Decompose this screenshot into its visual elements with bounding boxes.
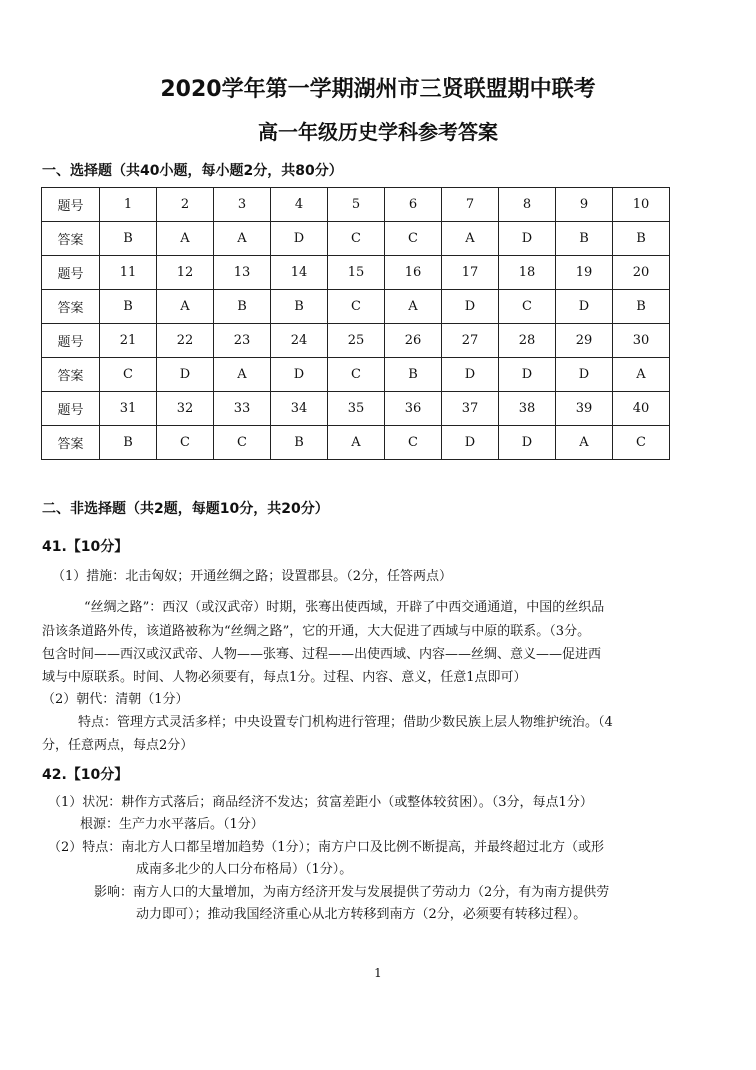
row-label: 题号 (42, 324, 100, 358)
table-cell: D (157, 358, 214, 392)
table-cell: D (271, 222, 328, 256)
answer-line: （2）特点：南北方人口都呈增加趋势（1分）；南方户口及比例不断提高，并最终超过北方（或形 (48, 840, 605, 855)
table-cell: 13 (214, 256, 271, 290)
answer-line: 域与中原联系。时间、人物必须要有，每点1分。过程、内容、意义，任意1点即可） (42, 670, 527, 685)
table-cell: B (100, 222, 157, 256)
table-cell: C (385, 426, 442, 460)
answer-line: （2）朝代：清朝（1分） (42, 692, 189, 707)
table-cell: 22 (157, 324, 214, 358)
table-cell: A (385, 290, 442, 324)
answer-line: （1）状况：耕作方式落后；商品经济不发达；贫富差距小（或整体较贫困）。（3分，每点1分） (48, 795, 593, 810)
table-cell: A (214, 222, 271, 256)
table-cell: 38 (499, 392, 556, 426)
section-heading-choice: 一、选择题（共40小题，每小题2分，共80分） (42, 163, 343, 179)
table-cell: 24 (271, 324, 328, 358)
table-cell: 39 (556, 392, 613, 426)
table-cell: C (499, 290, 556, 324)
table-cell: B (100, 426, 157, 460)
table-cell: 15 (328, 256, 385, 290)
table-cell: 8 (499, 188, 556, 222)
table-cell: D (499, 222, 556, 256)
table-cell: D (499, 426, 556, 460)
answer-line: “丝绸之路”：西汉（或汉武帝）时期，张骞出使西域，开辟了中西交通通道，中国的丝织品 (84, 600, 605, 615)
table-cell: 21 (100, 324, 157, 358)
row-label: 答案 (42, 426, 100, 460)
table-cell: 28 (499, 324, 556, 358)
table-cell: 18 (499, 256, 556, 290)
table-cell: A (442, 222, 499, 256)
table-cell: 11 (100, 256, 157, 290)
table-cell: C (157, 426, 214, 460)
document-subtitle: 高一年级历史学科参考答案 (258, 120, 498, 144)
table-cell: 27 (442, 324, 499, 358)
table-row (42, 426, 670, 460)
table-cell: A (157, 290, 214, 324)
table-cell: 37 (442, 392, 499, 426)
answer-line: （1）措施：北击匈奴；开通丝绸之路；设置郡县。（2分，任答两点） (52, 569, 453, 584)
answer-table (41, 187, 670, 460)
table-cell: 35 (328, 392, 385, 426)
table-cell: B (214, 290, 271, 324)
row-label: 答案 (42, 358, 100, 392)
answer-line: 动力即可）；推动我国经济重心从北方转移到南方（2分，必须要有转移过程）。 (136, 907, 587, 922)
table-cell: 2 (157, 188, 214, 222)
table-cell: 30 (613, 324, 670, 358)
table-cell: 17 (442, 256, 499, 290)
table-cell: D (556, 358, 613, 392)
answer-line: 包含时间——西汉或汉武帝、人物——张骞、过程——出使西域、内容——丝绸、意义——促进西 (42, 647, 602, 662)
answer-line: 影响：南方人口的大量增加，为南方经济开发与发展提供了劳动力（2分，有为南方提供劳 (94, 885, 610, 900)
table-cell: 19 (556, 256, 613, 290)
table-cell: 33 (214, 392, 271, 426)
answer-line: 特点：管理方式灵活多样；中央设置专门机构进行管理；借助少数民族上层人物维护统治。（4 (78, 715, 613, 730)
table-cell: 4 (271, 188, 328, 222)
table-cell: B (613, 290, 670, 324)
table-row (42, 290, 670, 324)
table-cell: 3 (214, 188, 271, 222)
question-42-heading: 42.【10分】 (42, 767, 129, 783)
table-cell: 9 (556, 188, 613, 222)
table-cell: B (100, 290, 157, 324)
table-cell: 31 (100, 392, 157, 426)
table-cell: 5 (328, 188, 385, 222)
table-cell: 6 (385, 188, 442, 222)
table-cell: 36 (385, 392, 442, 426)
table-cell: D (442, 358, 499, 392)
table-cell: B (613, 222, 670, 256)
table-cell: C (328, 290, 385, 324)
table-row (42, 188, 670, 222)
table-row (42, 222, 670, 256)
table-row (42, 256, 670, 290)
table-row (42, 358, 670, 392)
table-cell: B (271, 426, 328, 460)
answer-line: 成南多北少的人口分布格局）（1分）。 (136, 862, 353, 877)
page-number: 1 (374, 966, 382, 980)
table-cell: 12 (157, 256, 214, 290)
table-cell: C (328, 222, 385, 256)
table-cell: B (556, 222, 613, 256)
table-cell: 7 (442, 188, 499, 222)
table-cell: D (442, 290, 499, 324)
table-cell: 32 (157, 392, 214, 426)
table-cell: 23 (214, 324, 271, 358)
table-cell: B (271, 290, 328, 324)
table-cell: 14 (271, 256, 328, 290)
table-cell: C (214, 426, 271, 460)
table-cell: 34 (271, 392, 328, 426)
table-cell: 40 (613, 392, 670, 426)
table-cell: D (556, 290, 613, 324)
table-cell: B (385, 358, 442, 392)
table-cell: A (328, 426, 385, 460)
section-heading-essay: 二、非选择题（共2题，每题10分，共20分） (42, 501, 329, 517)
table-cell: C (613, 426, 670, 460)
table-cell: 29 (556, 324, 613, 358)
row-label: 题号 (42, 188, 100, 222)
table-cell: A (556, 426, 613, 460)
table-cell: C (100, 358, 157, 392)
table-cell: D (271, 358, 328, 392)
table-cell: A (613, 358, 670, 392)
table-row (42, 392, 670, 426)
table-cell: D (499, 358, 556, 392)
question-41-heading: 41.【10分】 (42, 539, 129, 555)
table-cell: D (442, 426, 499, 460)
table-cell: A (214, 358, 271, 392)
table-cell: C (328, 358, 385, 392)
answer-line: 沿该条道路外传，该道路被称为“丝绸之路”，它的开通，大大促进了西域与中原的联系。（3分。 (42, 624, 591, 639)
table-cell: 16 (385, 256, 442, 290)
row-label: 题号 (42, 256, 100, 290)
answer-line: 分，任意两点，每点2分） (42, 738, 194, 753)
table-row (42, 324, 670, 358)
document-title: 2020学年第一学期湖州市三贤联盟期中联考 (160, 77, 596, 102)
row-label: 答案 (42, 290, 100, 324)
table-cell: A (157, 222, 214, 256)
row-label: 答案 (42, 222, 100, 256)
table-cell: 25 (328, 324, 385, 358)
table-cell: 20 (613, 256, 670, 290)
table-cell: 10 (613, 188, 670, 222)
row-label: 题号 (42, 392, 100, 426)
table-cell: C (385, 222, 442, 256)
table-cell: 26 (385, 324, 442, 358)
table-cell: 1 (100, 188, 157, 222)
answer-line: 根源：生产力水平落后。（1分） (80, 817, 264, 832)
